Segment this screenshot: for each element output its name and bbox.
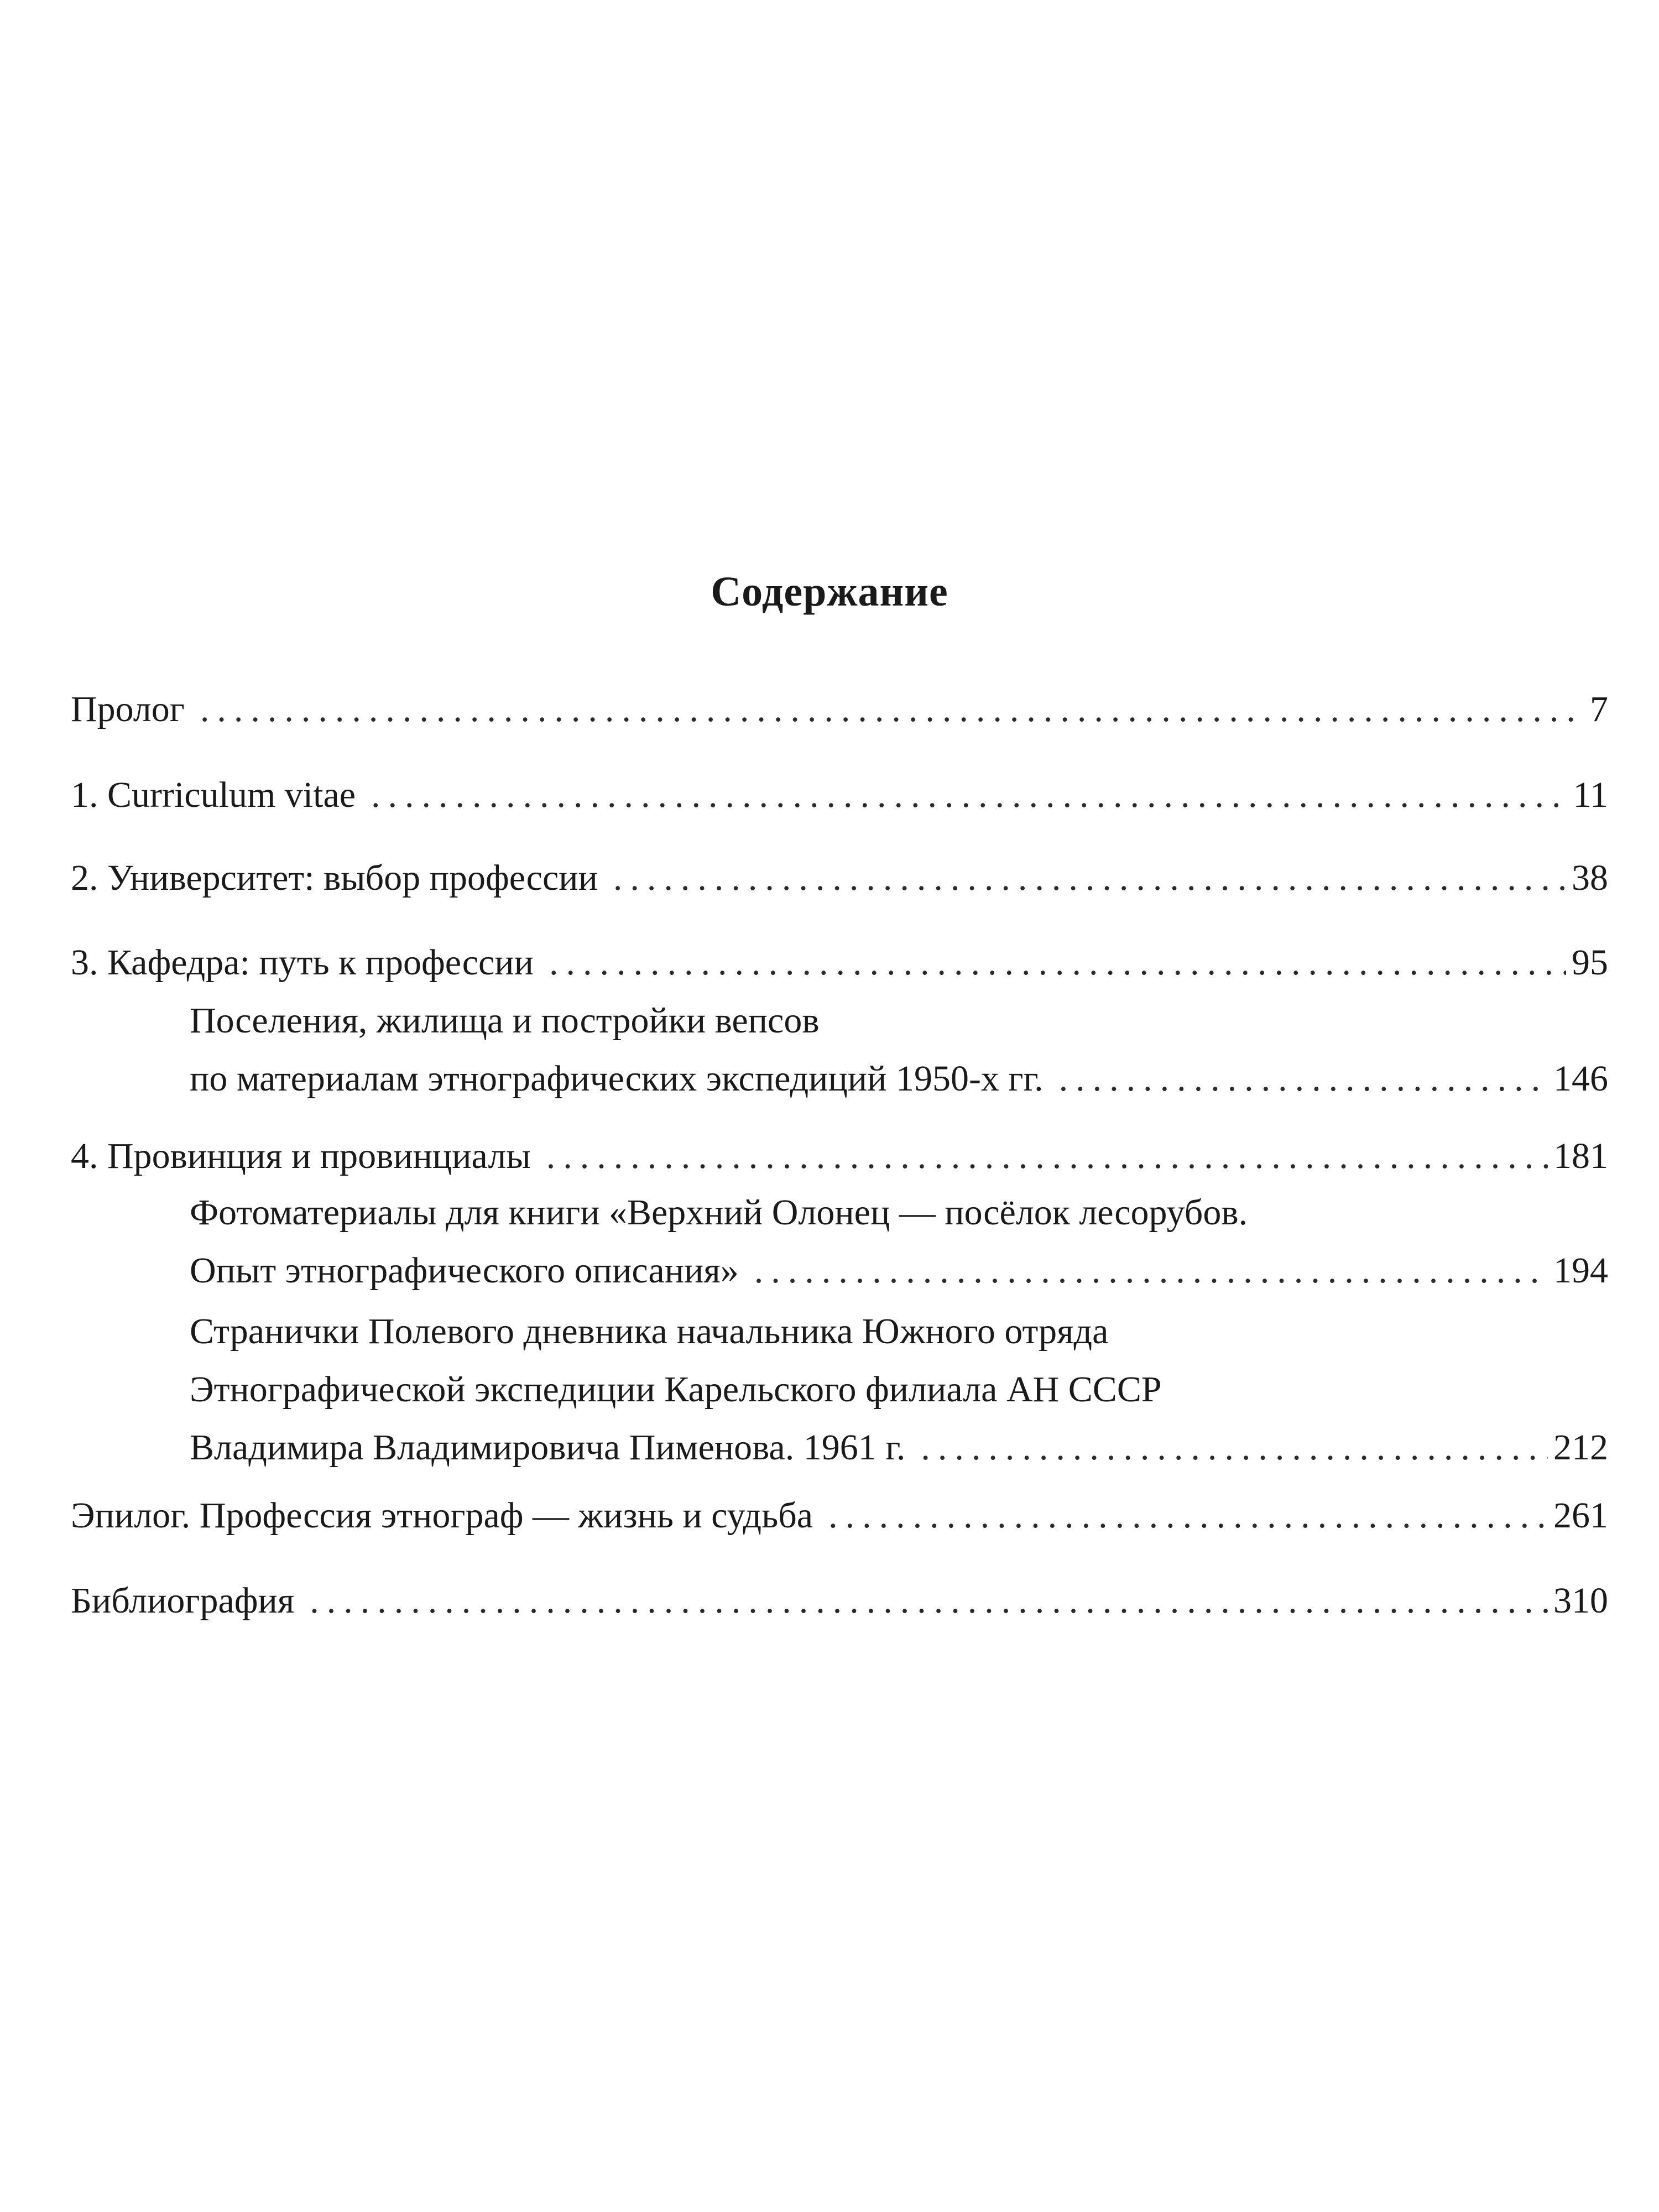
toc-page-number: 194 (1553, 1250, 1608, 1291)
toc-page-number: 310 (1553, 1580, 1608, 1621)
dot-leader (371, 766, 1567, 824)
toc-page-number: 38 (1572, 858, 1608, 898)
dot-leader (310, 1572, 1548, 1630)
toc-entry-title-line: по материалам этнографических экспедиций 1950-х гг. (190, 1058, 1044, 1099)
toc-entry-title-line: Этнографической экспедиции Карельского филиала АН СССР (190, 1369, 1162, 1410)
toc-entry-settlements (190, 992, 1608, 1108)
toc-page-number: 146 (1553, 1058, 1608, 1099)
toc-page-number: 7 (1590, 689, 1608, 729)
toc-entry-title-line: Странички Полевого дневника начальника Южного отряда (190, 1311, 1109, 1352)
toc-entry-title-line: Поселения, жилища и постройки вепсов (190, 1000, 820, 1041)
dot-leader (200, 680, 1584, 738)
toc-entry-chapter-3 (71, 933, 1608, 992)
toc-page-number: 11 (1573, 775, 1608, 815)
toc-entry-title: Библиография (71, 1580, 295, 1621)
toc-entry-chapter-4 (71, 1127, 1608, 1185)
dot-leader (546, 1127, 1548, 1185)
toc-entry-title: 3. Кафедра: путь к профессии (71, 942, 534, 983)
toc-page-number: 181 (1553, 1136, 1608, 1176)
dot-leader (921, 1418, 1548, 1477)
toc-entry-title: Пролог (71, 689, 185, 729)
toc-page-number: 95 (1572, 942, 1608, 983)
toc-page-number: 212 (1553, 1427, 1608, 1468)
toc-entry-title: 2. Университет: выбор профессии (71, 858, 598, 898)
toc-entry-title: 4. Провинция и провинциалы (71, 1136, 531, 1176)
toc-entry-title: 1. Curriculum vitae (71, 775, 356, 815)
toc-entry-title-line: Владимира Владимировича Пименова. 1961 г. (190, 1427, 906, 1468)
toc-entry-title: Эпилог. Профессия этнограф — жизнь и судьба (71, 1495, 813, 1536)
toc-entry-title-line: Опыт этнографического описания» (190, 1250, 739, 1291)
toc-entry-photo-materials (190, 1183, 1608, 1300)
toc-entry-bibliography (71, 1572, 1608, 1630)
dot-leader (754, 1241, 1548, 1300)
dot-leader (828, 1486, 1548, 1545)
page-title: Содержание (711, 568, 948, 615)
dot-leader (613, 849, 1566, 907)
toc-entry-prologue (71, 680, 1608, 738)
toc-entry-epilogue (71, 1486, 1608, 1545)
toc-entry-field-diary (190, 1302, 1608, 1477)
toc-page-number: 261 (1553, 1495, 1608, 1536)
dot-leader (1059, 1050, 1548, 1108)
toc-entry-title-line: Фотоматериалы для книги «Верхний Олонец — посёлок лесорубов. (190, 1192, 1248, 1233)
dot-leader (549, 933, 1566, 992)
toc-entry-chapter-1 (71, 766, 1608, 824)
toc-entry-chapter-2 (71, 849, 1608, 907)
